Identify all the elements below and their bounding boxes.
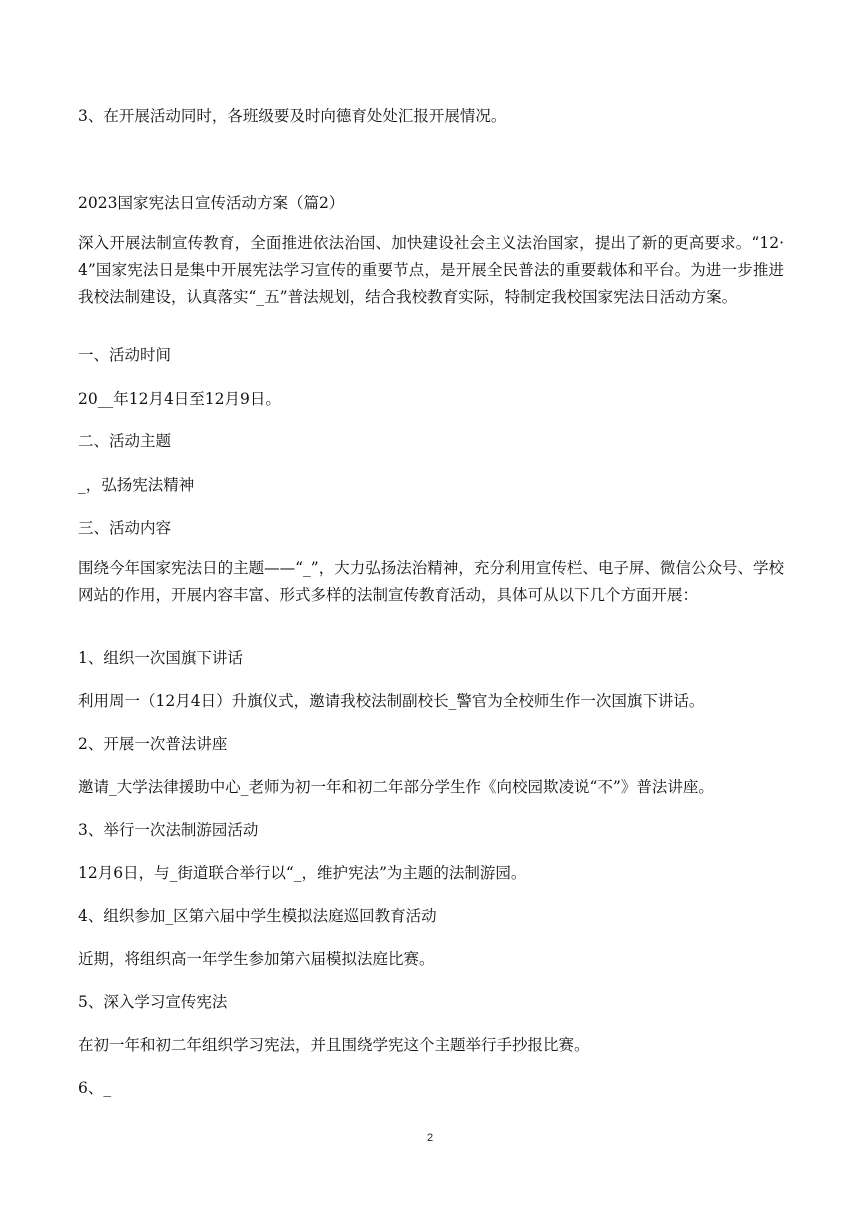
activity-time-text: 20__年12月4日至12月9日。 (78, 390, 281, 408)
list-item-3-report: 3、在开展活动同时，各班级要及时向德育处处汇报开展情况。 (78, 107, 507, 125)
item-6-title: 6、_ (78, 1079, 112, 1097)
intro-paragraph: 深入开展法制宣传教育，全面推进依法治国、加快建设社会主义法治国家，提出了新的更高要求。“12·4”国家宪法日是集中开展宪法学习宣传的重要节点，是开展全民普法的重要载体和平台。为进一步推进我校法制建设，认真落实“_五”普法规划，结合我校教育实际，特制定我校国家宪法日活动方案。 (78, 234, 784, 306)
item-5-title: 5、深入学习宣传宪法 (78, 993, 228, 1011)
item-2-title: 2、开展一次普法讲座 (78, 735, 228, 753)
item-4-text: 近期，将组织高一年学生参加第六届模拟法庭比赛。 (78, 950, 435, 968)
item-4-title: 4、组织参加_区第六届中学生模拟法庭巡回教育活动 (78, 907, 437, 925)
item-5-text: 在初一年和初二年组织学习宪法，并且围绕学宪这个主题举行手抄报比赛。 (78, 1036, 590, 1054)
heading-activity-content: 三、活动内容 (78, 519, 172, 537)
item-3-title: 3、举行一次法制游园活动 (78, 821, 259, 839)
content-intro-paragraph: 围绕今年国家宪法日的主题——“_”，大力弘扬法治精神，充分利用宣传栏、电子屏、微信公众号、学校网站的作用，开展内容丰富、形式多样的法制宣传教育活动，具体可从以下几个方面开展： (78, 559, 784, 604)
item-1-title: 1、组织一次国旗下讲话 (78, 649, 243, 667)
section-title: 2023国家宪法日宣传活动方案（篇2） (78, 194, 345, 212)
item-1-text: 利用周一（12月4日）升旗仪式，邀请我校法制副校长_警官为全校师生作一次国旗下讲话。 (78, 692, 705, 710)
item-3-text: 12月6日，与_街道联合举行以“_，维护宪法”为主题的法制游园。 (78, 864, 527, 882)
item-2-text: 邀请_大学法律援助中心_老师为初一年和初二年部分学生作《向校园欺凌说“不”》普法讲座。 (78, 778, 714, 796)
heading-activity-theme: 二、活动主题 (78, 432, 172, 450)
heading-activity-time: 一、活动时间 (78, 346, 172, 364)
activity-theme-text: _，弘扬宪法精神 (78, 476, 195, 494)
page-number: 2 (426, 1132, 434, 1144)
